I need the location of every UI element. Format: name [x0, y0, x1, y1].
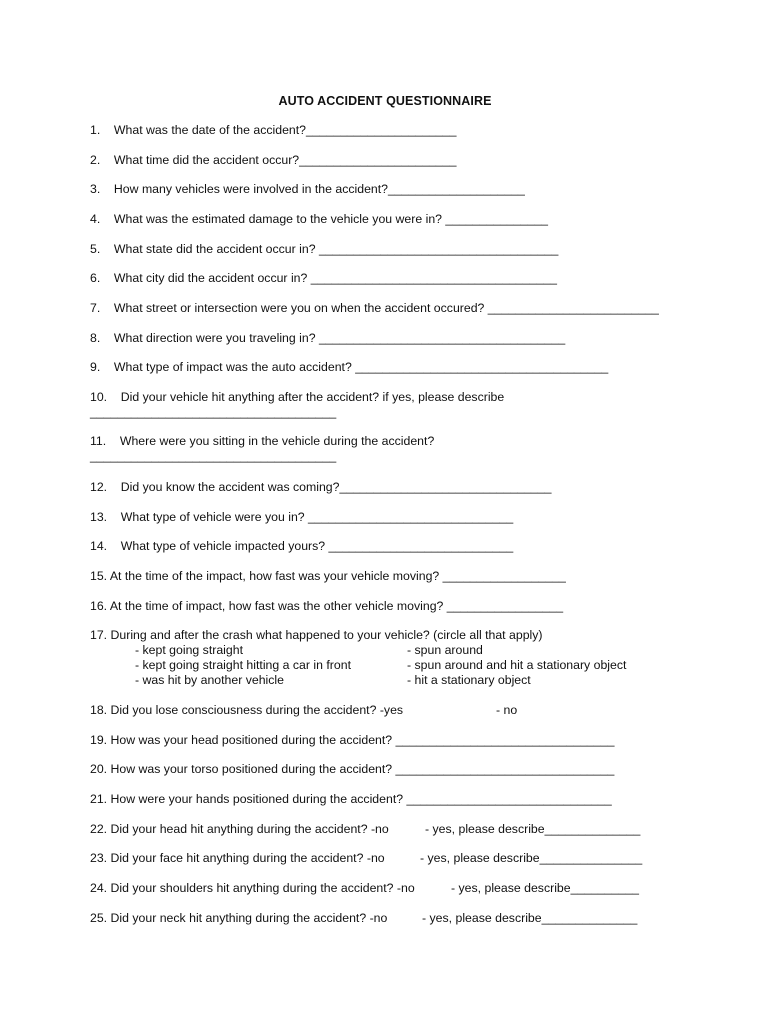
question-3: 3. How many vehicles were involved in the accident?____________________ [90, 182, 525, 196]
question-18-no: - no [496, 703, 518, 717]
question-1: 1. What was the date of the accident?______________________ [90, 123, 457, 137]
question-25: 25. Did your neck hit anything during the accident? -no [90, 911, 388, 925]
question-6: 6. What city did the accident occur in? ____________________________________ [90, 271, 557, 285]
question-21: 21. How were your hands positioned during the accident? ______________________________ [90, 792, 612, 806]
question-20: 20. How was your torso positioned during the accident? ________________________________ [90, 762, 615, 776]
question-16: 16. At the time of impact, how fast was the other vehicle moving? _________________ [90, 599, 564, 613]
question-9: 9. What type of impact was the auto accident? _____________________________________ [90, 360, 609, 374]
question-11-blank: ____________________________________ [90, 449, 337, 463]
question-23-yes: - yes, please describe_______________ [420, 851, 643, 865]
question-5: 5. What state did the accident occur in? ___________________________________ [90, 242, 559, 256]
option-spun-around: - spun around [407, 643, 483, 657]
option-hit-by-another-vehicle: - was hit by another vehicle [135, 673, 285, 687]
question-10-blank: ____________________________________ [90, 405, 337, 419]
option-kept-going-straight-hitting-car: - kept going straight hitting a car in front [135, 658, 351, 672]
question-15: 15. At the time of the impact, how fast was your vehicle moving? __________________ [90, 569, 566, 583]
question-10: 10. Did your vehicle hit anything after the accident? if yes, please describe [90, 390, 505, 404]
question-18: 18. Did you lose consciousness during the accident? -yes [90, 703, 404, 717]
option-spun-around-hit-object: - spun around and hit a stationary object [407, 658, 627, 672]
question-7: 7. What street or intersection were you on when the accident occured? _________________________ [90, 301, 659, 315]
question-23: 23. Did your face hit anything during the accident? -no [90, 851, 385, 865]
question-11: 11. Where were you sitting in the vehicle during the accident? [90, 434, 435, 448]
question-2: 2. What time did the accident occur?_______________________ [90, 153, 457, 167]
question-24-yes: - yes, please describe__________ [451, 881, 640, 895]
question-25-yes: - yes, please describe______________ [422, 911, 638, 925]
question-12: 12. Did you know the accident was coming?_______________________________ [90, 480, 552, 494]
question-8: 8. What direction were you traveling in? ____________________________________ [90, 331, 566, 345]
question-13: 13. What type of vehicle were you in? ______________________________ [90, 510, 514, 524]
question-17: 17. During and after the crash what happened to your vehicle? (circle all that apply) [90, 628, 543, 642]
question-14: 14. What type of vehicle impacted yours? ___________________________ [90, 539, 514, 553]
question-19: 19. How was your head positioned during the accident? ________________________________ [90, 733, 615, 747]
option-kept-going-straight: - kept going straight [135, 643, 244, 657]
question-22-yes: - yes, please describe______________ [425, 822, 641, 836]
question-22: 22. Did your head hit anything during the accident? -no [90, 822, 389, 836]
page-title: AUTO ACCIDENT QUESTIONNAIRE [278, 94, 492, 108]
question-4: 4. What was the estimated damage to the vehicle you were in? _______________ [90, 212, 549, 226]
question-24: 24. Did your shoulders hit anything during the accident? -no [90, 881, 415, 895]
option-hit-stationary-object: - hit a stationary object [407, 673, 531, 687]
